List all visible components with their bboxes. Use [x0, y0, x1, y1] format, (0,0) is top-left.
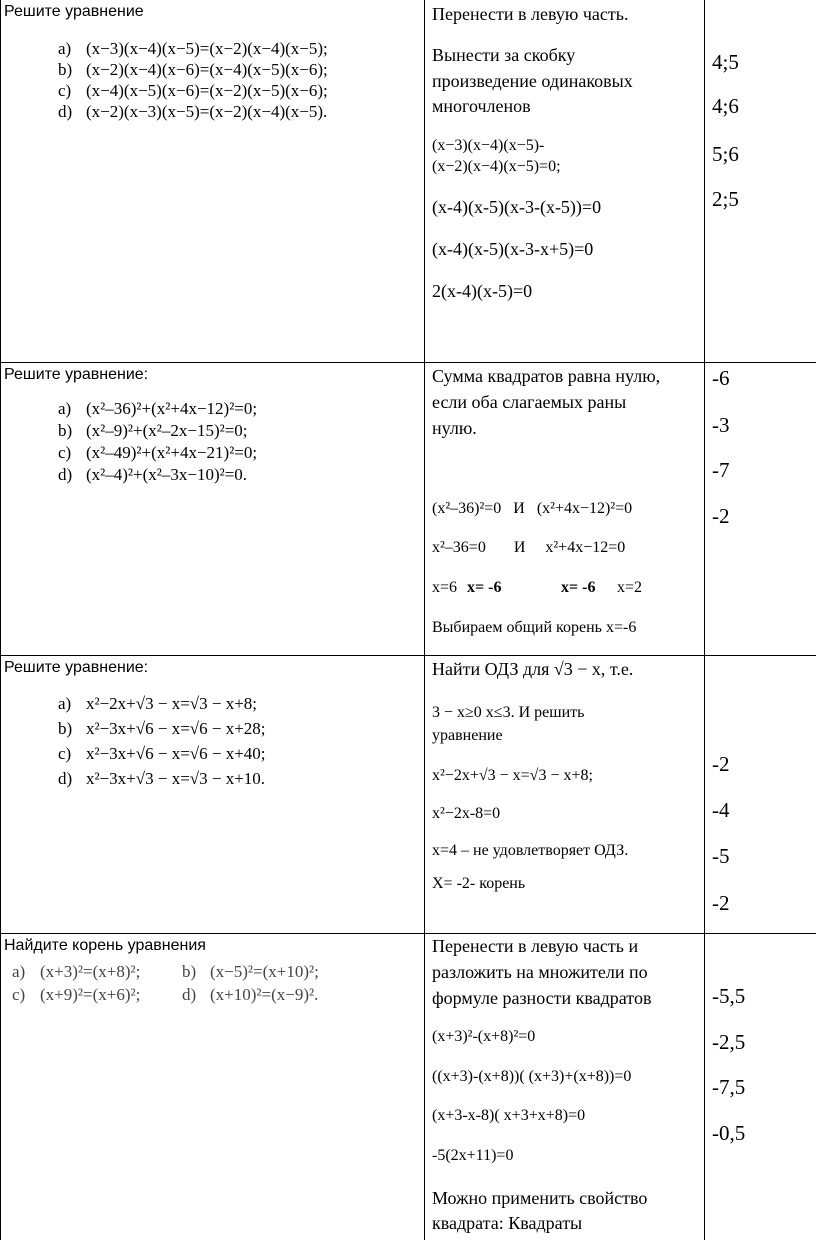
table-border-left [0, 0, 1, 1240]
row1-solution-line1: Перенести в левую часть. [432, 4, 629, 24]
row3-solution-eq4: X= -2- корень [432, 875, 526, 892]
row4-solution-eq1: (x+3)²-(x+8)²=0 [432, 1028, 536, 1045]
row1-task-a: (x−3)(x−4)(x−5)=(x−2)(x−4)(x−5); [86, 39, 328, 58]
row4-solution-eq3: (x+3-x-8)( x+3+x+8)=0 [432, 1107, 586, 1124]
row2-solution-line2: если оба слагаемых раны [432, 392, 627, 412]
row4-solution-line1: Перенести в левую часть и [432, 936, 639, 956]
row1-answer-a: 4;5 [712, 50, 739, 74]
row3-solution-line2: 3 − x≥0 x≤3. И решить [432, 704, 585, 721]
row3-answer-b: -4 [712, 798, 730, 822]
row4-header: Найдите корень уравнения [4, 937, 206, 954]
row4-task-a-letter: a) [12, 962, 26, 981]
row1-solution-eq1b: (x−2)(x−4)(x−5)=0; [432, 158, 561, 175]
table-divider-col1 [424, 0, 425, 1240]
row4-solution-eq6: квадрата: Квадраты [432, 1213, 583, 1233]
row2-task-b: (x²–9)²+(x²–2x−15)²=0; [86, 421, 248, 440]
row3-task-a: x²−2x+√3 − x=√3 − x+8; [86, 694, 258, 713]
row4-solution-eq4: -5(2x+11)=0 [432, 1147, 514, 1164]
row4-solution-eq5: Можно применить свойство [432, 1188, 648, 1208]
row3-solution-line3: уравнение [432, 727, 503, 744]
row2-answer-c: -7 [712, 458, 730, 482]
row4-task-b: (x−5)²=(x+10)²; [210, 962, 319, 981]
row1-solution-line2a: Вынести за скобку [432, 45, 576, 65]
row1-header: Решите уравнение [4, 3, 144, 20]
table-row-divider-3 [0, 933, 816, 934]
row4-task-a: (x+3)²=(x+8)²; [40, 962, 141, 981]
row4-solution-line2: разложить на множители по [432, 962, 648, 982]
row4-solution-eq2: ((x+3)-(x+8))( (x+3)+(x+8))=0 [432, 1068, 632, 1085]
row1-task-c-letter: c) [58, 81, 72, 100]
row2-task-a: (x²–36)²+(x²+4x−12)²=0; [86, 399, 258, 418]
row1-solution-eq1a: (x−3)(x−4)(x−5)- [432, 137, 545, 154]
table-row-divider-2 [0, 655, 816, 656]
row4-task-d: (x+10)²=(x−9)². [210, 985, 319, 1004]
row2-task-a-letter: a) [58, 399, 72, 418]
row1-task-d-letter: d) [58, 102, 73, 121]
row4-answer-b: -2,5 [712, 1030, 746, 1054]
row2-solution-line1: Сумма квадратов равна нулю, [432, 366, 661, 386]
row1-task-b-letter: b) [58, 60, 73, 79]
row2-solution-eq3a: x=6 [432, 579, 458, 596]
row3-task-b-letter: b) [58, 719, 73, 738]
row3-answer-d: -2 [712, 891, 730, 915]
row2-solution-eq3b: x= -6 [467, 579, 502, 596]
row1-task-c: (x−4)(x−5)(x−6)=(x−2)(x−5)(x−6); [86, 81, 328, 100]
row3-task-c-letter: c) [58, 744, 72, 763]
row4-answer-a: -5,5 [712, 984, 746, 1008]
row2-task-c-letter: c) [58, 443, 72, 462]
row1-task-b: (x−2)(x−4)(x−6)=(x−4)(x−5)(x−6); [86, 60, 328, 79]
row4-task-b-letter: b) [182, 962, 197, 981]
row2-solution-eq4: Выбираем общий корень x=-6 [432, 619, 637, 636]
row3-task-c: x²−3x+√6 − x=√6 − x+40; [86, 744, 266, 763]
row1-task-d: (x−2)(x−3)(x−5)=(x−2)(x−4)(x−5). [86, 102, 328, 121]
row1-answer-d: 2;5 [712, 187, 739, 211]
row1-solution-line2b: произведение одинаковых [432, 71, 633, 91]
row2-answer-a: -6 [712, 366, 730, 390]
row3-header: Решите уравнение: [4, 659, 149, 676]
row3-solution-eq2: x²−2x-8=0 [432, 805, 501, 822]
row4-answer-d: -0,5 [712, 1121, 746, 1145]
table-row-divider-1 [0, 362, 816, 363]
row4-answer-c: -7,5 [712, 1075, 746, 1099]
row3-solution-eq3: x=4 – не удовлетворяет ОДЗ. [432, 842, 629, 859]
row2-solution-line3: нулю. [432, 418, 477, 438]
row1-solution-eq4: 2(x-4)(x-5)=0 [432, 281, 533, 301]
row1-solution-eq3: (x-4)(x-5)(x-3-x+5)=0 [432, 239, 594, 259]
row2-task-c: (x²–49)²+(x²+4x−21)²=0; [86, 443, 258, 462]
row2-header: Решите уравнение: [4, 366, 149, 383]
row4-solution-line3: формуле разности квадратов [432, 988, 652, 1008]
row2-solution-eq2: x²–36=0 И x²+4x−12=0 [432, 539, 626, 556]
row4-task-c-letter: c) [12, 985, 26, 1004]
row1-solution-line2c: многочленов [432, 96, 531, 116]
row4-task-d-letter: d) [182, 985, 197, 1004]
table-divider-col2 [704, 0, 705, 1240]
row2-answer-b: -3 [712, 413, 730, 437]
row3-task-d-letter: d) [58, 769, 73, 788]
row1-answer-b: 4;6 [712, 94, 739, 118]
row4-task-c: (x+9)²=(x+6)²; [40, 985, 141, 1004]
row3-solution-line1: Найти ОДЗ для √3 − x, т.е. [432, 659, 634, 679]
row3-task-a-letter: a) [58, 694, 72, 713]
row2-task-b-letter: b) [58, 421, 73, 440]
row3-answer-c: -5 [712, 844, 730, 868]
row1-answer-c: 5;6 [712, 142, 739, 166]
row2-solution-eq1: (x²–36)²=0 И (x²+4x−12)²=0 [432, 500, 633, 517]
row2-solution-eq3c: x= -6 [561, 579, 596, 596]
row3-task-d: x²−3x+√3 − x=√3 − x+10. [86, 769, 266, 788]
row3-task-b: x²−3x+√6 − x=√6 − x+28; [86, 719, 266, 738]
row2-task-d: (x²–4)²+(x²–3x−10)²=0. [86, 465, 248, 484]
row2-answer-d: -2 [712, 504, 730, 528]
row2-task-d-letter: d) [58, 465, 73, 484]
row2-solution-eq3d: x=2 [617, 579, 643, 596]
row3-solution-eq1: x²−2x+√3 − x=√3 − x+8; [432, 767, 593, 784]
row1-task-a-letter: a) [58, 39, 72, 58]
row1-solution-eq2: (x-4)(x-5)(x-3-(x-5))=0 [432, 197, 602, 217]
row3-answer-a: -2 [712, 752, 730, 776]
